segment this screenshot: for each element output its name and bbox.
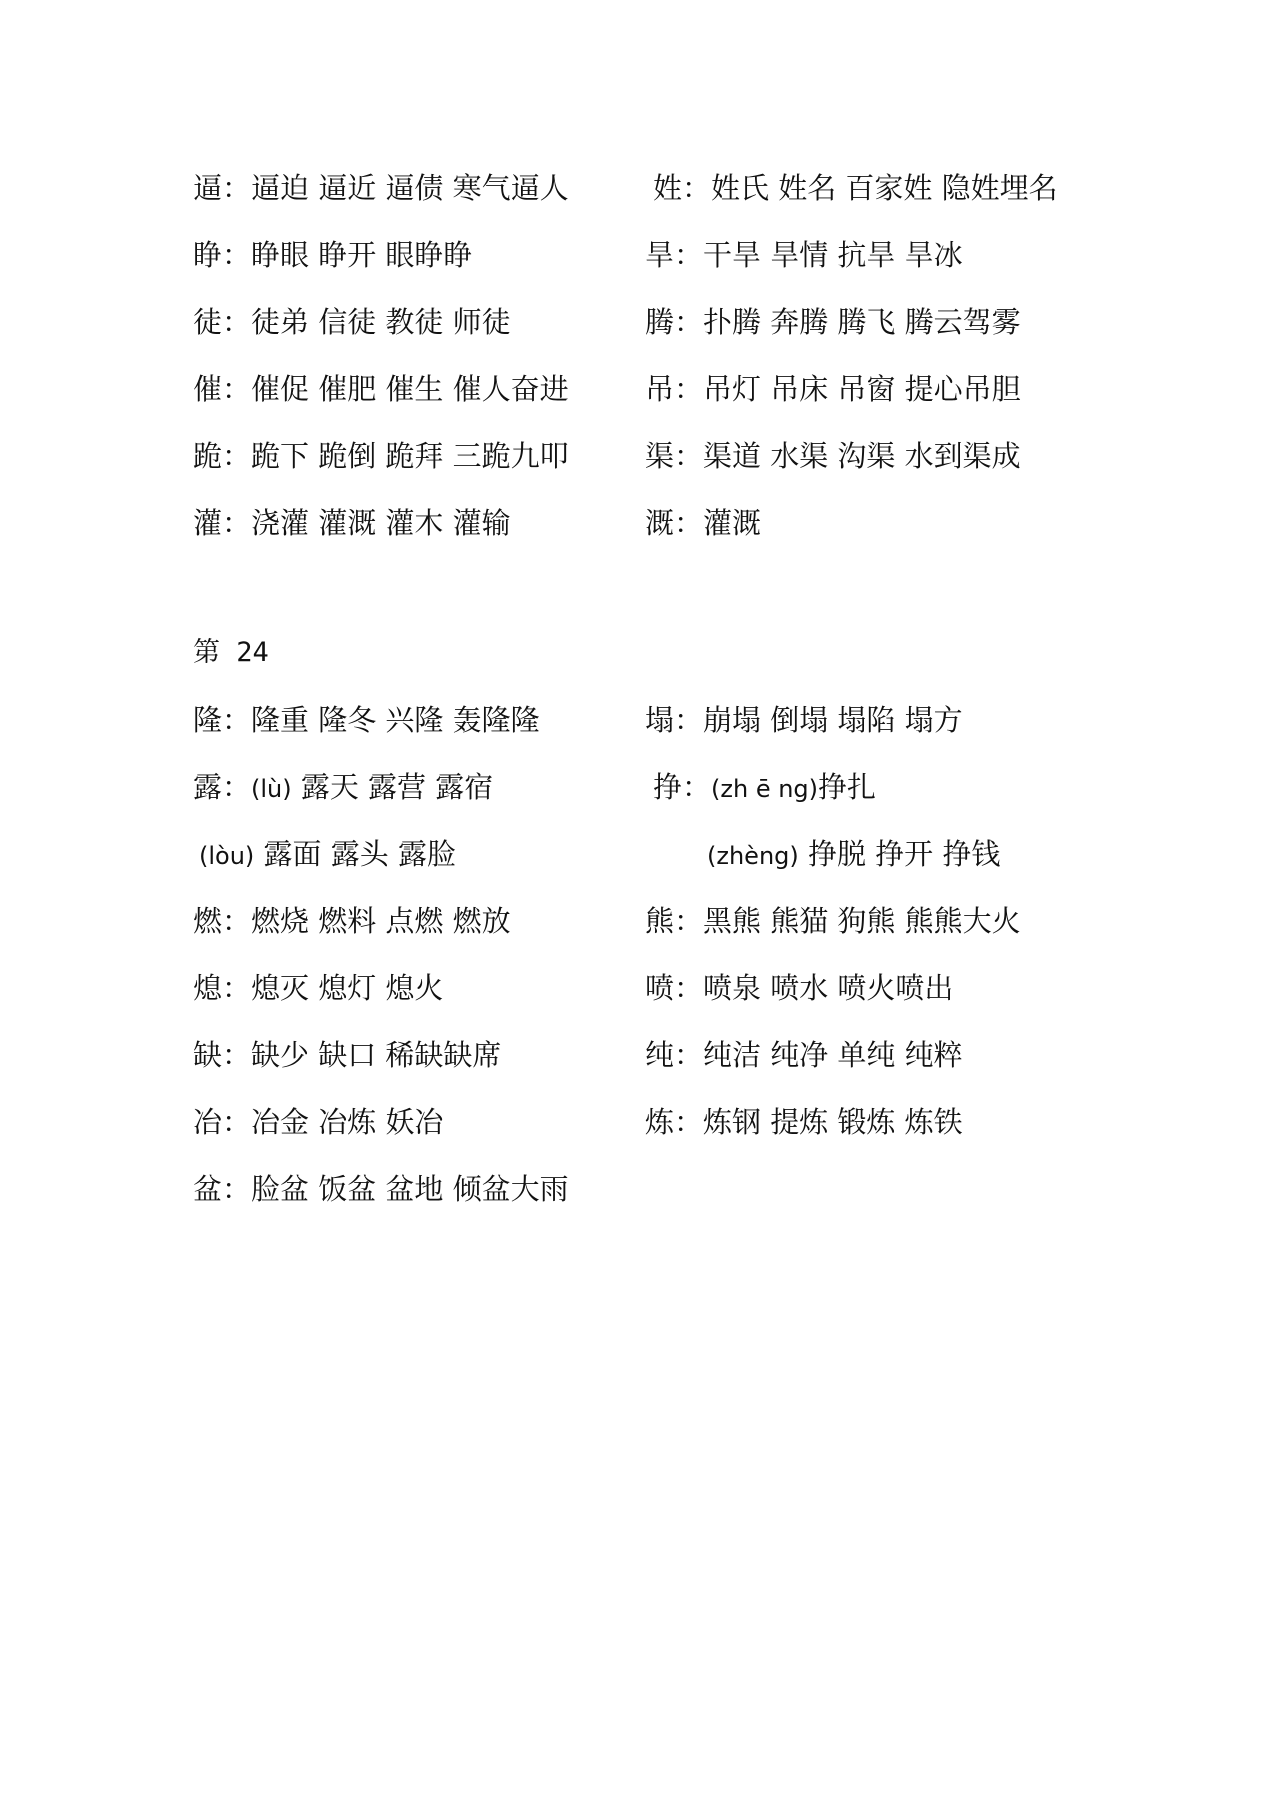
vocab-row: [193, 1037, 1093, 1104]
vocab-entry-left: 跪：跪下 跪倒 跪拜 三跪九叩: [193, 439, 569, 473]
vocab-row: [193, 438, 1093, 505]
vocab-entry-right: 旱：干旱 旱情 抗旱 旱冰: [645, 238, 963, 272]
vocab-row: [193, 836, 1093, 903]
vocab-entry-left-continued: [199, 836, 456, 874]
vocab-entry-right: 喷：喷泉 喷水 喷火喷出: [645, 971, 954, 1005]
word-list: 露天 露营 露宿: [291, 770, 494, 804]
vocab-entry-right: 炼：炼钢 提炼 锻炼 炼铁: [645, 1105, 963, 1139]
vocab-entry-left: 催：催促 催肥 催生 催人奋进: [193, 372, 569, 406]
word-list: 挣脱 挣开 挣钱: [798, 837, 1001, 871]
vocab-entry-right: 腾：扑腾 奔腾 腾飞 腾云驾雾: [645, 305, 1021, 339]
word-list: 露面 露头 露脸: [254, 837, 456, 871]
pinyin: (zhèng): [707, 842, 799, 870]
char-label: 挣：: [653, 770, 712, 804]
char-label: 露：: [193, 770, 252, 804]
vocab-entry-left: 冶：冶金 冶炼 妖冶: [193, 1105, 444, 1139]
vocab-entry-left: 盆：脸盆 饭盆 盆地 倾盆大雨: [193, 1172, 569, 1206]
vocab-entry-left: 逼：逼迫 逼近 逼债 寒气逼人: [193, 171, 569, 205]
vocab-row: [193, 170, 1093, 237]
vocab-entry-left: 缺：缺少 缺口 稀缺缺席: [193, 1038, 502, 1072]
vocab-row: [193, 237, 1093, 304]
vocab-entry-right: [653, 769, 876, 807]
vocab-entry-right: 吊：吊灯 吊床 吊窗 提心吊胆: [645, 372, 1021, 406]
vocab-entry-left: 隆：隆重 隆冬 兴隆 轰隆隆: [193, 703, 540, 737]
pinyin: (zh ē ng): [711, 775, 819, 803]
vocab-row: [193, 970, 1093, 1037]
vocab-row: [193, 1104, 1093, 1171]
vocab-entry-right: 塌：崩塌 倒塌 塌陷 塌方: [645, 703, 963, 737]
vocab-section-2: [193, 702, 1093, 1238]
vocab-entry-right: 溉：灌溉: [645, 506, 762, 540]
pinyin: (lòu): [199, 842, 255, 870]
word-list: 挣扎: [818, 770, 877, 804]
vocab-entry-left: [193, 769, 493, 807]
vocab-entry-left: 灌：浇灌 灌溉 灌木 灌输: [193, 506, 511, 540]
vocab-entry-right: 姓：姓氏 姓名 百家姓 隐姓埋名: [653, 171, 1058, 205]
vocab-entry-left: 睁：睁眼 睁开 眼睁睁: [193, 238, 473, 272]
vocab-entry-left: 熄：熄灭 熄灯 熄火: [193, 971, 444, 1005]
vocab-entry-left: 燃：燃烧 燃料 点燃 燃放: [193, 904, 511, 938]
vocab-row: [193, 702, 1093, 769]
vocab-row: [193, 505, 1093, 572]
vocab-section-1: [193, 170, 1093, 572]
vocab-entry-right-continued: [707, 836, 1000, 874]
pinyin: (lù): [251, 775, 292, 803]
vocab-entry-right: 纯：纯洁 纯净 单纯 纯粹: [645, 1038, 963, 1072]
vocab-entry-right: 渠：渠道 水渠 沟渠 水到渠成: [645, 439, 1021, 473]
vocab-entry-right: 熊：黑熊 熊猫 狗熊 熊熊大火: [645, 904, 1021, 938]
vocab-row: [193, 304, 1093, 371]
lesson-heading: 第 24: [193, 637, 269, 668]
vocab-entry-left: 徒：徒弟 信徒 教徒 师徒: [193, 305, 511, 339]
vocab-row: [193, 769, 1093, 836]
vocab-row: [193, 903, 1093, 970]
vocab-row: [193, 371, 1093, 438]
vocab-row: [193, 1171, 1093, 1238]
